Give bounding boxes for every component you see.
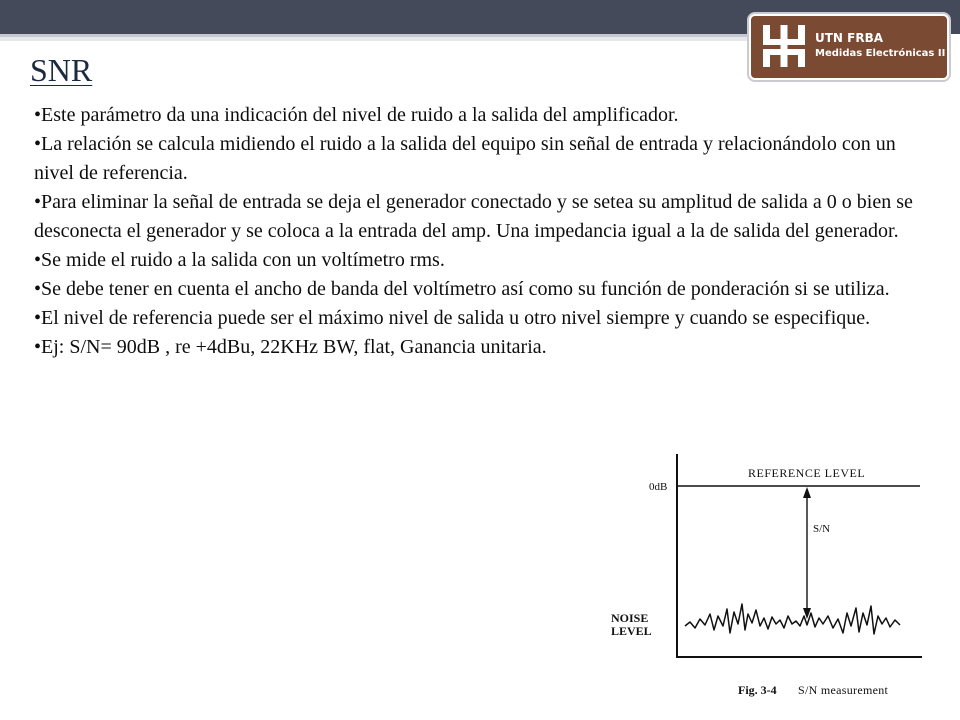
- reference-level-label: REFERENCE LEVEL: [748, 466, 866, 480]
- noise-level-label: LEVEL: [611, 624, 652, 638]
- bullet-item: • Se mide el ruido a la salida con un voltímetro rms.: [34, 246, 914, 275]
- bullet-item: • Ej: S/N= 90dB , re +4dBu, 22KHz BW, flat, Ganancia unitaria.: [34, 333, 914, 362]
- noise-level-label: NOISE: [611, 611, 649, 625]
- sn-label: S/N: [813, 523, 831, 535]
- utn-logo-icon: [761, 23, 807, 69]
- utn-logo-badge: [749, 14, 949, 80]
- figure-caption-text: S/N measurement: [798, 683, 889, 697]
- bullet-list: [34, 101, 914, 362]
- bullet-item: • Se debe tener en cuenta el ancho de banda del voltímetro así como su función de ponderación si se utiliza.: [34, 275, 914, 304]
- slide-title: SNR: [30, 52, 93, 88]
- bullet-item: • El nivel de referencia puede ser el máximo nivel de salida u otro nivel siempre y cuando se especifique.: [34, 304, 914, 333]
- bullet-item: • Este parámetro da una indicación del nivel de ruido a la salida del amplificador.: [34, 101, 914, 130]
- top-stripe-light: [0, 37, 760, 41]
- sn-measurement-figure: [610, 448, 930, 708]
- logo-title: UTN FRBA: [815, 31, 884, 45]
- logo-subtitle: Medidas Electrónicas II: [815, 48, 946, 59]
- figure-caption-number: Fig. 3-4: [738, 683, 777, 697]
- sn-diagram: [610, 448, 930, 708]
- zero-db-label: 0dB: [649, 481, 668, 493]
- bullet-item: • Para eliminar la señal de entrada se deja el generador conectado y se setea su amplitud de salida a 0 o bien se desconecta el generador y se coloca a la entrada del amp. Una impedancia igual a la de salida del generador.: [34, 188, 914, 246]
- noise-trace: [685, 604, 900, 634]
- sn-arrow-head-up: [803, 487, 811, 498]
- bullet-item: • La relación se calcula midiendo el ruido a la salida del equipo sin señal de entrada y relacionándolo con un nivel de referencia.: [34, 130, 914, 188]
